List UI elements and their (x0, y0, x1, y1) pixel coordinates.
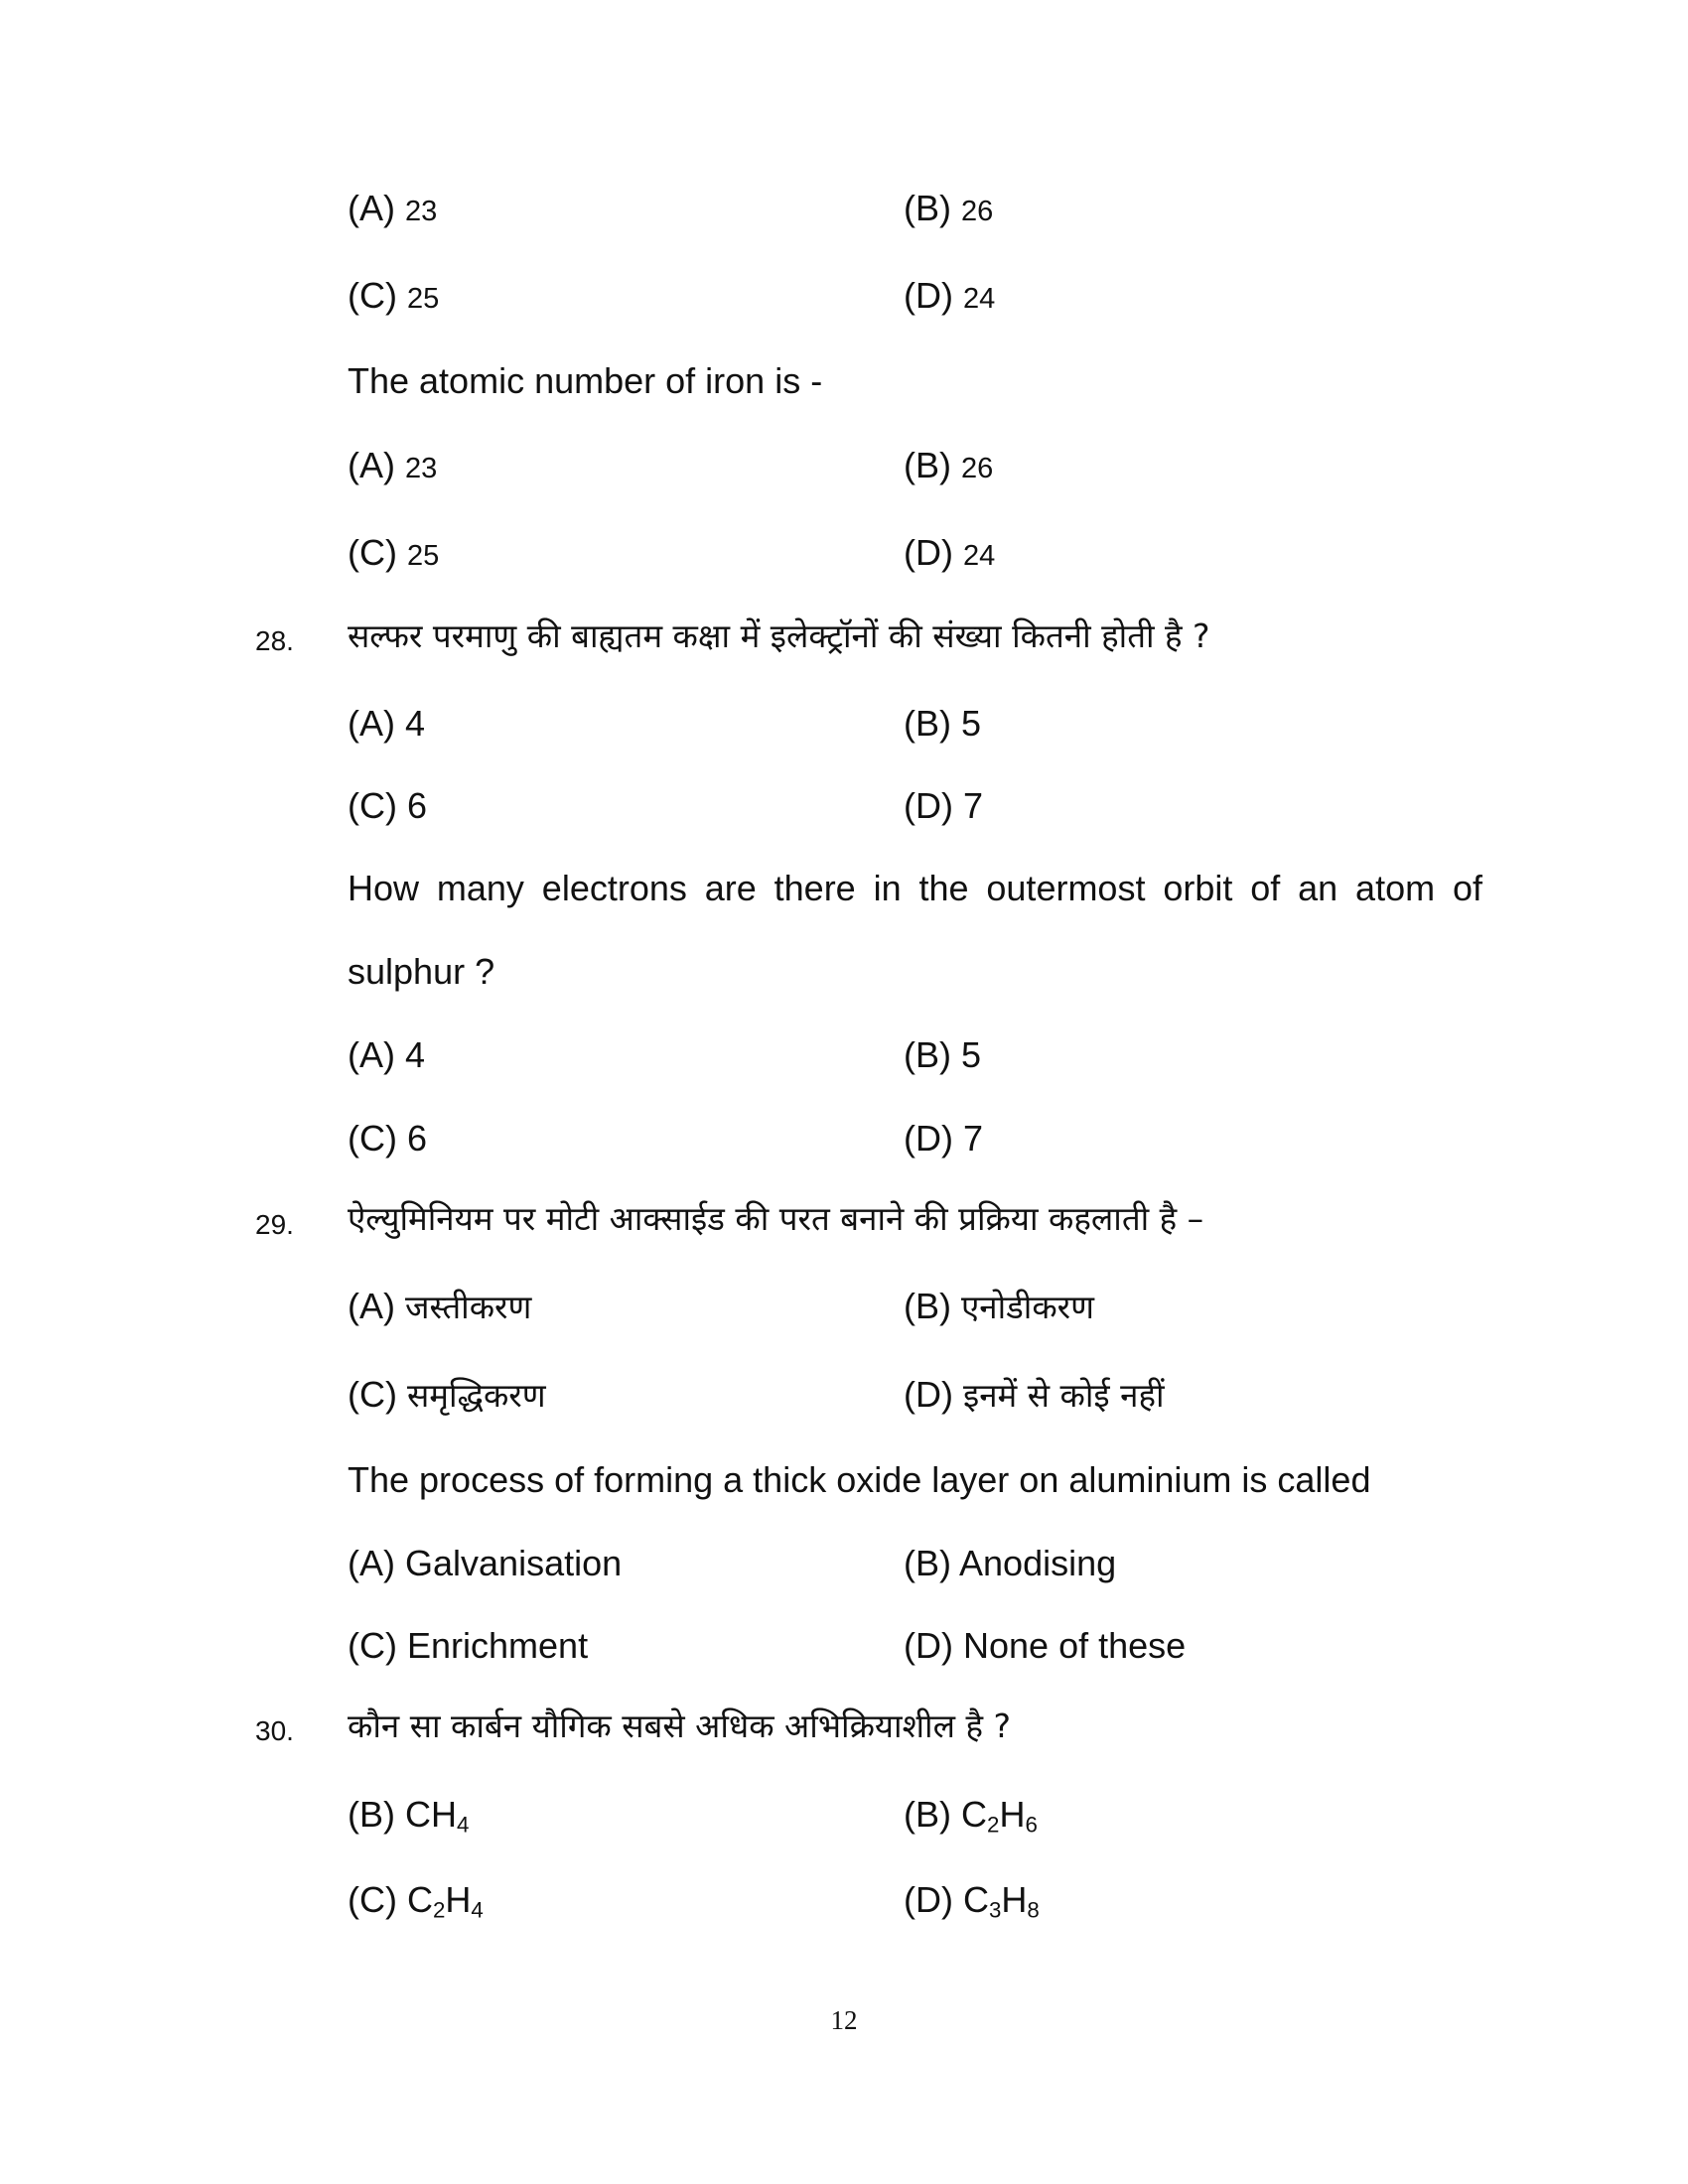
question-number-29: 29. (255, 1209, 294, 1240)
option-value: 25 (407, 283, 440, 315)
option-value: 23 (405, 196, 438, 227)
option-label: (B) (904, 188, 951, 228)
formula-h: H (445, 1879, 472, 1920)
q27-english-question: The atomic number of iron is - (348, 360, 823, 401)
option-value: 26 (961, 196, 994, 227)
option-value: एनोडीकरण (961, 1288, 1095, 1326)
q29-hindi-option-b (904, 1286, 1095, 1326)
q28-hindi-question: सल्फर परमाणु की बाह्यतम कक्षा में इलेक्ट्रॉनों की संख्या कितनी होती है ? (348, 616, 1210, 655)
option-value: None of these (963, 1625, 1187, 1666)
formula-h-subscript: 4 (471, 1897, 484, 1923)
option-value: 7 (963, 785, 984, 826)
option-value: 24 (963, 540, 996, 572)
q29-hindi-option-a (348, 1286, 532, 1326)
option-label: (C) (348, 275, 397, 316)
option-label: (A) (348, 445, 395, 485)
option-value: 25 (407, 540, 440, 572)
option-label: (C) (348, 532, 397, 573)
q30-option-1 (348, 1794, 470, 1838)
option-value: 24 (963, 283, 996, 315)
option-label: (A) (348, 703, 395, 744)
formula-c: C (407, 1879, 433, 1920)
q29-english-option-d (904, 1625, 1187, 1666)
formula-c: C (963, 1879, 989, 1920)
option-label: (D) (904, 1118, 953, 1159)
formula-c: C (961, 1794, 988, 1835)
option-value: 26 (961, 453, 994, 484)
option-label: (C) (348, 1374, 397, 1415)
formula-h: H (999, 1794, 1026, 1835)
formula-c-subscript: 3 (989, 1897, 1002, 1923)
q29-hindi-question: ऐल्युमिनियम पर मोटी आक्साईड की परत बनाने की प्रक्रिया कहलाती है – (348, 1199, 1204, 1238)
formula-c: C (405, 1794, 432, 1835)
option-label: (D) (904, 532, 953, 573)
option-label: (B) (904, 1286, 951, 1326)
option-value: 5 (961, 1034, 982, 1075)
option-label: (D) (904, 1625, 953, 1666)
option-label: (B) (904, 445, 951, 485)
formula-h-subscript: 6 (1025, 1812, 1038, 1838)
q29-hindi-option-d (904, 1374, 1165, 1415)
option-value: Galvanisation (405, 1543, 623, 1583)
q27-english-option-d (904, 532, 996, 573)
option-label: (D) (904, 785, 953, 826)
option-label: (D) (904, 1374, 953, 1415)
option-value: इनमें से कोई नहीं (963, 1376, 1165, 1415)
formula-h-subscript: 4 (457, 1812, 470, 1838)
formula (405, 1794, 470, 1838)
q28-english-option-a (348, 1034, 426, 1075)
option-label: (B) (348, 1794, 395, 1835)
option-label: (B) (904, 1543, 951, 1583)
q27-english-option-b (904, 445, 994, 485)
q27-english-option-c (348, 532, 440, 573)
option-label: (B) (904, 1034, 951, 1075)
q29-hindi-option-c (348, 1374, 546, 1415)
q29-english-option-b (904, 1543, 1117, 1583)
q29-english-question: The process of forming a thick oxide layer on aluminium is called (348, 1459, 1371, 1500)
q30-option-2 (904, 1794, 1038, 1838)
formula-c-subscript: 2 (433, 1897, 446, 1923)
option-value: समृद्धिकरण (407, 1376, 546, 1415)
option-label: (B) (904, 703, 951, 744)
option-label: (B) (904, 1794, 951, 1835)
q27-hindi-option-b (904, 188, 994, 228)
q28-hindi-option-a (348, 703, 426, 744)
option-value: 6 (407, 785, 428, 826)
option-label: (C) (348, 1879, 397, 1920)
q28-hindi-option-c (348, 785, 428, 826)
option-label: (C) (348, 1625, 397, 1666)
option-value: 23 (405, 453, 438, 484)
q29-english-option-c (348, 1625, 589, 1666)
option-label: (A) (348, 1543, 395, 1583)
q30-hindi-question: कौन सा कार्बन यौगिक सबसे अधिक अभिक्रियाशील है ? (348, 1706, 1011, 1745)
q27-hindi-option-c (348, 275, 440, 316)
option-value: 6 (407, 1118, 428, 1159)
q28-hindi-option-d (904, 785, 984, 826)
q28-english-question-line2: sulphur ? (348, 951, 495, 992)
formula-h-subscript: 8 (1027, 1897, 1040, 1923)
question-number-30: 30. (255, 1715, 294, 1746)
question-number-28: 28. (255, 625, 294, 656)
q29-english-option-a (348, 1543, 623, 1583)
q28-english-option-b (904, 1034, 982, 1075)
q28-hindi-option-b (904, 703, 982, 744)
option-label: (A) (348, 1286, 395, 1326)
q28-english-option-c (348, 1118, 428, 1159)
formula (407, 1879, 484, 1923)
q27-hindi-option-d (904, 275, 996, 316)
option-value: 7 (963, 1118, 984, 1159)
option-value: जस्तीकरण (405, 1288, 532, 1326)
page-number: 12 (830, 2005, 858, 2035)
option-value: 4 (405, 703, 426, 744)
option-value: Anodising (959, 1543, 1117, 1583)
option-label: (D) (904, 1879, 953, 1920)
option-label: (A) (348, 188, 395, 228)
formula-h: H (1001, 1879, 1028, 1920)
formula (963, 1879, 1040, 1923)
option-value: Enrichment (407, 1625, 589, 1666)
q30-option-3 (348, 1879, 484, 1923)
formula-h: H (431, 1794, 458, 1835)
option-label: (C) (348, 1118, 397, 1159)
option-label: (D) (904, 275, 953, 316)
q28-english-option-d (904, 1118, 984, 1159)
option-label: (C) (348, 785, 397, 826)
formula (961, 1794, 1038, 1838)
formula-c-subscript: 2 (987, 1812, 1000, 1838)
q30-option-4 (904, 1879, 1040, 1923)
q28-english-question-line1: How many electrons are there in the outermost orbit of an atom of (348, 868, 1482, 908)
q27-hindi-option-a (348, 188, 438, 228)
q27-english-option-a (348, 445, 438, 485)
option-value: 4 (405, 1034, 426, 1075)
option-value: 5 (961, 703, 982, 744)
option-label: (A) (348, 1034, 395, 1075)
